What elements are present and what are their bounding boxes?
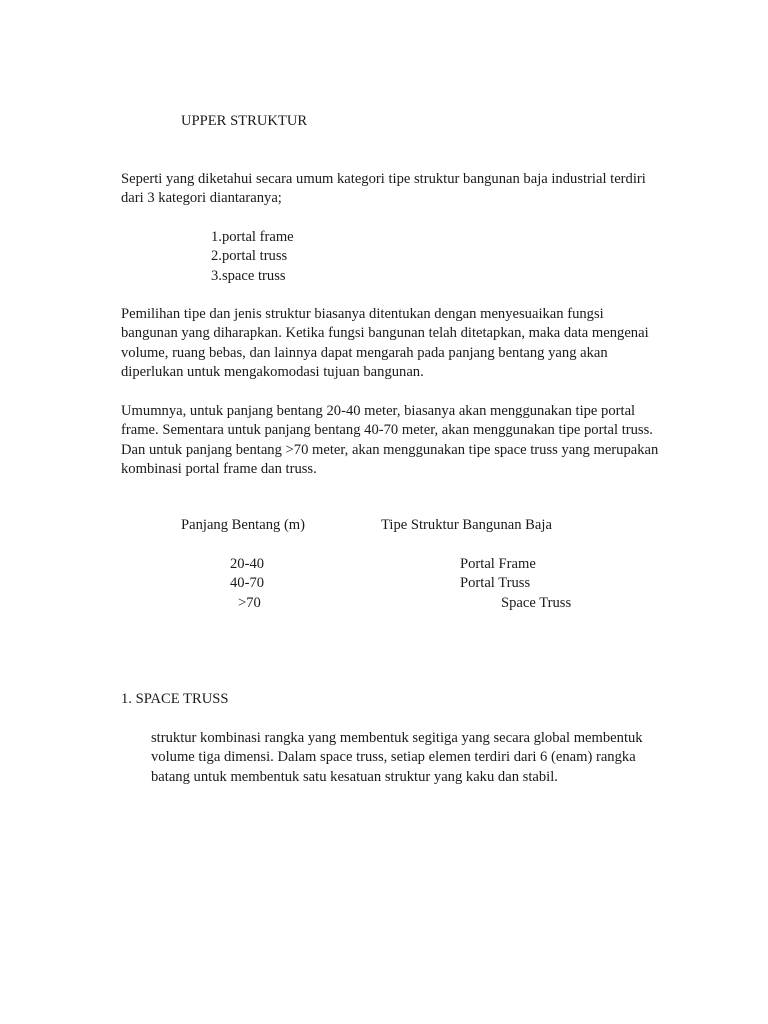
span-paragraph	[121, 402, 658, 480]
table-cell-span: >70	[238, 595, 261, 611]
intro-line: dari 3 kategori diantaranya;	[121, 190, 282, 207]
selection-paragraph	[121, 305, 649, 383]
intro-paragraph	[121, 170, 646, 209]
section-heading: 1. SPACE TRUSS	[121, 691, 229, 707]
list-item: 3.space truss	[211, 267, 286, 284]
paragraph-line: volume tiga dimensi. Dalam space truss, setiap elemen terdiri dari 6 (enam) rangka	[151, 749, 636, 766]
intro-line: Seperti yang diketahui secara umum kategori tipe struktur bangunan baja industrial terdiri	[121, 171, 646, 187]
paragraph-line: volume, ruang bebas, dan lainnya dapat mengarah pada panjang bentang yang akan	[121, 344, 608, 361]
paragraph-line: Dan untuk panjang bentang >70 meter, akan menggunakan tipe space truss yang merupakan	[121, 441, 659, 458]
document-title: UPPER STRUKTUR	[181, 113, 308, 129]
paragraph-line: bangunan yang diharapkan. Ketika fungsi bangunan telah ditetapkan, maka data mengenai	[121, 325, 649, 342]
table-header-type: Tipe Struktur Bangunan Baja	[381, 517, 552, 533]
table-cell-span: 20-40	[230, 556, 265, 572]
paragraph-line: kombinasi portal frame dan truss.	[121, 461, 317, 478]
paragraph-line: Umumnya, untuk panjang bentang 20-40 meter, biasanya akan menggunakan tipe portal	[121, 403, 636, 419]
table-cell-type: Portal Frame	[460, 556, 536, 572]
paragraph-line: diperlukan untuk mengakomodasi tujuan bangunan.	[121, 364, 424, 381]
paragraph-line: batang untuk membentuk satu kesatuan struktur yang kaku dan stabil.	[151, 768, 558, 785]
table-cell-type: Portal Truss	[460, 575, 531, 591]
list-item: 2.portal truss	[211, 248, 288, 265]
paragraph-line: struktur kombinasi rangka yang membentuk segitiga yang secara global membentuk	[151, 730, 643, 746]
paragraph-line: Pemilihan tipe dan jenis struktur biasanya ditentukan dengan menyesuaikan fungsi	[121, 306, 604, 322]
table-cell-span: 40-70	[230, 575, 265, 591]
paragraph-line: frame. Sementara untuk panjang bentang 40-70 meter, akan menggunakan tipe portal truss.	[121, 422, 653, 439]
list-item: 1.portal frame	[211, 229, 294, 245]
table-cell-type: Space Truss	[501, 595, 572, 611]
table-header-span: Panjang Bentang (m)	[181, 517, 306, 533]
section-body	[151, 729, 643, 787]
structure-type-list	[211, 228, 294, 286]
